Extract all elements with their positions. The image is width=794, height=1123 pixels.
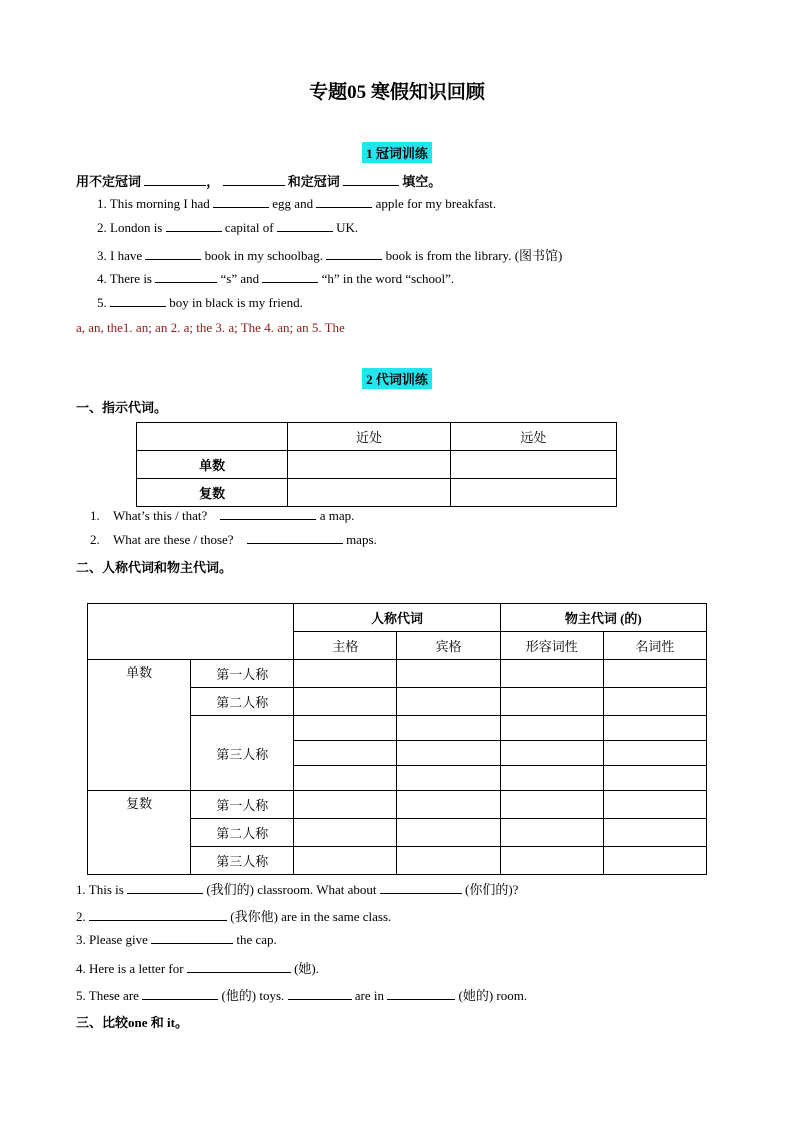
answer-cell[interactable]: [288, 479, 450, 507]
question-text: 5.: [97, 295, 107, 310]
p2-question-4: [76, 958, 319, 977]
blank[interactable]: [110, 295, 166, 307]
answer-cell[interactable]: [500, 766, 603, 791]
blank[interactable]: [326, 248, 382, 260]
question-text: (你们的)?: [464, 882, 519, 897]
p2-question-3: [76, 932, 277, 948]
question-number: 1.: [90, 508, 100, 523]
demonstrative-table: [136, 422, 617, 507]
question-text: are in: [354, 988, 385, 1003]
blank[interactable]: [247, 532, 343, 544]
answer-cell[interactable]: [500, 847, 603, 875]
question-text: (她的) room.: [458, 988, 528, 1003]
pronoun-table: [87, 603, 707, 875]
header-subject: 主格: [294, 632, 397, 660]
answer-cell[interactable]: [294, 716, 397, 741]
p1-question-2: [90, 532, 377, 548]
part3-heading: 三、比较one 和 it。: [76, 1015, 188, 1030]
question-text: What’s this / that?: [113, 508, 208, 523]
question-number: 2.: [90, 532, 100, 547]
table-corner-cell: [137, 423, 288, 451]
blank[interactable]: [166, 220, 222, 232]
blank[interactable]: [288, 988, 352, 1000]
answer-cell[interactable]: [397, 847, 500, 875]
blank[interactable]: [387, 988, 455, 1000]
question-text: 1. This is: [76, 882, 124, 897]
blank[interactable]: [380, 882, 462, 894]
answer-cell[interactable]: [294, 766, 397, 791]
p2-question-2: [76, 906, 391, 925]
question-text: (我们的) classroom. What about: [206, 882, 377, 897]
header-adjective: 形容词性: [500, 632, 603, 660]
row-first-person: 第一人称: [191, 660, 294, 688]
table-corner-cell: [88, 604, 294, 660]
answer-cell[interactable]: [294, 791, 397, 819]
question-text: UK.: [336, 220, 359, 235]
blank[interactable]: [262, 271, 318, 283]
question-text: “s” and: [220, 271, 260, 286]
answer-cell[interactable]: [603, 688, 706, 716]
instruction-text: 和定冠词: [287, 174, 340, 189]
p2-question-1: [76, 879, 518, 898]
answer-cell[interactable]: [397, 819, 500, 847]
row-first-person: 第一人称: [191, 791, 294, 819]
question-text: (她).: [294, 961, 319, 976]
s1-question-2: [97, 220, 358, 236]
header-possessive-pronoun: 物主代词 (的): [500, 604, 706, 632]
p2-question-5: [76, 985, 527, 1004]
page-title: 专题05 寒假知识回顾: [309, 82, 485, 103]
section1-instruction: [76, 171, 441, 190]
blank[interactable]: [151, 932, 233, 944]
question-text: maps.: [346, 532, 377, 547]
row-singular: 单数: [137, 451, 288, 479]
header-object: 宾格: [397, 632, 500, 660]
answer-cell[interactable]: [294, 660, 397, 688]
section2-heading: 2 代词训练: [362, 368, 432, 389]
question-text: (我你他) are in the same class.: [230, 909, 392, 924]
blank[interactable]: [277, 220, 333, 232]
question-text: What are these / those?: [113, 532, 234, 547]
answer-cell[interactable]: [603, 660, 706, 688]
section1-heading-wrap: [0, 142, 794, 163]
answer-cell[interactable]: [500, 791, 603, 819]
question-text: apple for my breakfast.: [375, 196, 497, 211]
answer-cell[interactable]: [294, 847, 397, 875]
s1-question-1: [97, 196, 496, 212]
blank[interactable]: [223, 174, 285, 186]
question-text: 5. These are: [76, 988, 139, 1003]
question-text: 4. There is: [97, 271, 152, 286]
answer-cell[interactable]: [397, 741, 500, 766]
answer-cell[interactable]: [603, 716, 706, 741]
answer-cell[interactable]: [294, 819, 397, 847]
section1-heading: 1 冠词训练: [362, 142, 432, 163]
row-singular: 单数: [88, 660, 191, 791]
question-text: 4. Here is a letter for: [76, 961, 184, 976]
question-text: book is from the library. (图书馆): [385, 248, 563, 263]
answer-cell[interactable]: [288, 451, 450, 479]
part1-heading: 一、指示代词。: [76, 400, 168, 415]
blank[interactable]: [213, 196, 269, 208]
part2-heading: 二、人称代词和物主代词。: [76, 560, 233, 575]
header-personal-pronoun: 人称代词: [294, 604, 500, 632]
answer-cell[interactable]: [500, 688, 603, 716]
blank[interactable]: [142, 988, 218, 1000]
header-noun: 名词性: [603, 632, 706, 660]
p1-question-1: [90, 508, 354, 524]
question-text: (他的) toys.: [221, 988, 285, 1003]
row-plural: 复数: [137, 479, 288, 507]
answer-cell[interactable]: [450, 451, 616, 479]
answer-cell[interactable]: [397, 766, 500, 791]
row-third-person: 第三人称: [191, 847, 294, 875]
question-text: a map.: [319, 508, 355, 523]
answer-cell[interactable]: [500, 660, 603, 688]
section2-heading-wrap: [0, 368, 794, 389]
blank[interactable]: [155, 271, 217, 283]
question-text: capital of: [224, 220, 274, 235]
answer-cell[interactable]: [603, 791, 706, 819]
row-third-person: 第三人称: [191, 716, 294, 791]
answer-cell[interactable]: [500, 716, 603, 741]
blank[interactable]: [144, 174, 206, 186]
answer-cell[interactable]: [500, 741, 603, 766]
answer-cell[interactable]: [294, 741, 397, 766]
question-text: 3. Please give: [76, 932, 148, 947]
answer-cell[interactable]: [603, 847, 706, 875]
blank[interactable]: [127, 882, 203, 894]
answer-cell[interactable]: [397, 688, 500, 716]
header-far: 远处: [450, 423, 616, 451]
question-text: 2.: [76, 909, 86, 924]
question-text: book in my schoolbag.: [204, 248, 324, 263]
question-text: the cap.: [236, 932, 277, 947]
instruction-text: 填空。: [402, 174, 442, 189]
answer-cell[interactable]: [603, 741, 706, 766]
row-second-person: 第二人称: [191, 688, 294, 716]
question-text: boy in black is my friend.: [169, 295, 303, 310]
instruction-text: 用不定冠词: [76, 174, 142, 189]
blank[interactable]: [89, 909, 227, 921]
s1-question-4: [97, 271, 454, 287]
question-text: 2. London is: [97, 220, 163, 235]
blank[interactable]: [187, 961, 291, 973]
question-text: “h” in the word “school”.: [321, 271, 455, 286]
instruction-comma: ，: [206, 174, 220, 189]
blank[interactable]: [145, 248, 201, 260]
question-text: egg and: [272, 196, 314, 211]
answer-cell[interactable]: [294, 688, 397, 716]
blank[interactable]: [220, 508, 316, 520]
answer-cell[interactable]: [450, 479, 616, 507]
question-text: 3. I have: [97, 248, 143, 263]
answer-cell[interactable]: [500, 819, 603, 847]
answer-cell[interactable]: [397, 791, 500, 819]
answer-cell[interactable]: [603, 766, 706, 791]
blank[interactable]: [343, 174, 399, 186]
answer-cell[interactable]: [603, 819, 706, 847]
s1-answer-key: a, an, the1. an; an 2. a; the 3. a; The 4. an; an 5. The: [76, 320, 345, 335]
s1-question-3: [97, 245, 562, 264]
question-text: 1. This morning I had: [97, 196, 210, 211]
blank[interactable]: [316, 196, 372, 208]
row-plural: 复数: [88, 791, 191, 875]
answer-cell[interactable]: [397, 660, 500, 688]
s1-question-5: [97, 295, 303, 311]
row-second-person: 第二人称: [191, 819, 294, 847]
header-near: 近处: [288, 423, 450, 451]
answer-cell[interactable]: [397, 716, 500, 741]
